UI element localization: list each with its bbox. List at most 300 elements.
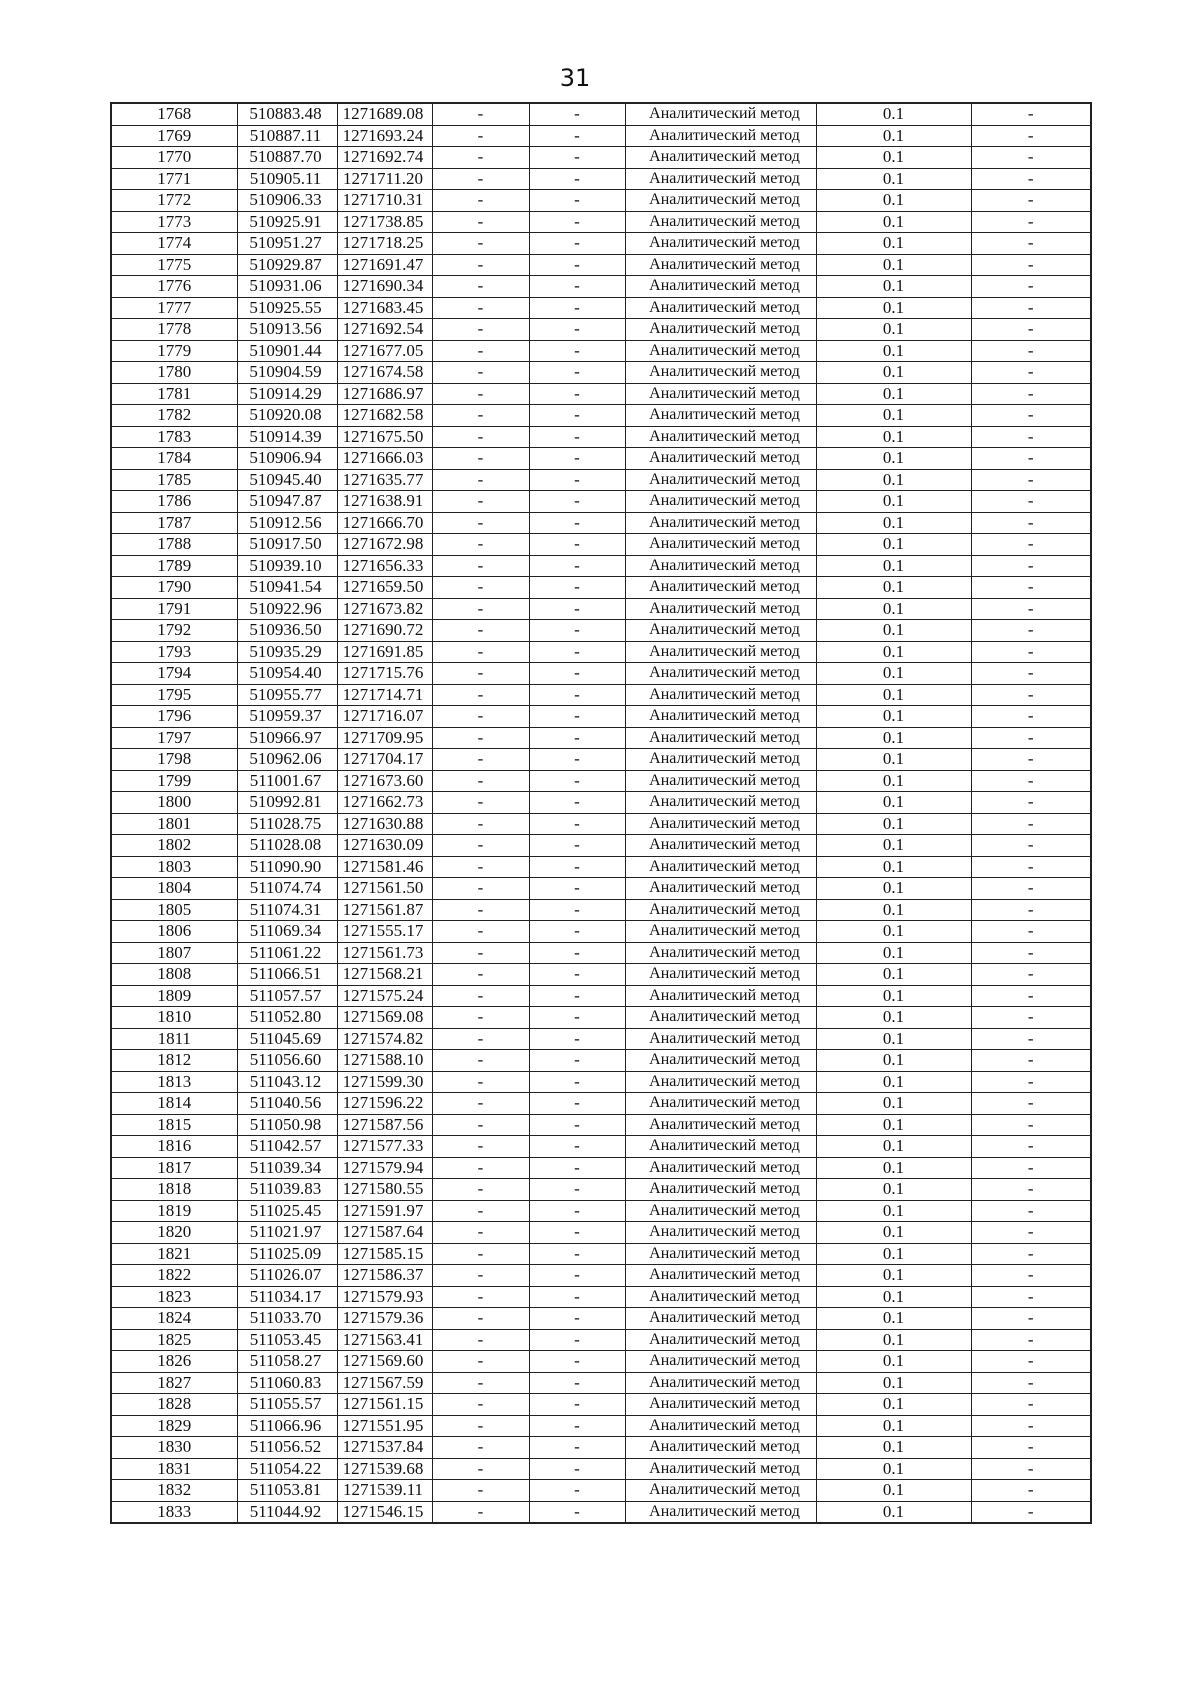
dash-cell: -	[432, 1308, 529, 1330]
y-coordinate-cell: 1271587.56	[337, 1114, 432, 1136]
dash-cell: -	[432, 1050, 529, 1072]
dash-cell: -	[529, 168, 625, 190]
accuracy-cell: 0.1	[816, 125, 971, 147]
accuracy-cell: 0.1	[816, 254, 971, 276]
point-number-cell: 1798	[111, 749, 237, 771]
dash-cell: -	[971, 426, 1091, 448]
y-coordinate-cell: 1271569.08	[337, 1007, 432, 1029]
table-row	[111, 1351, 1091, 1373]
dash-cell: -	[432, 1179, 529, 1201]
accuracy-cell: 0.1	[816, 211, 971, 233]
table-row	[111, 190, 1091, 212]
method-cell: Аналитический метод	[625, 835, 816, 857]
accuracy-cell: 0.1	[816, 1222, 971, 1244]
y-coordinate-cell: 1271561.50	[337, 878, 432, 900]
x-coordinate-cell: 510912.56	[237, 512, 337, 534]
x-coordinate-cell: 511056.52	[237, 1437, 337, 1459]
accuracy-cell: 0.1	[816, 792, 971, 814]
dash-cell: -	[971, 254, 1091, 276]
y-coordinate-cell: 1271710.31	[337, 190, 432, 212]
dash-cell: -	[529, 340, 625, 362]
table-row	[111, 383, 1091, 405]
method-cell: Аналитический метод	[625, 1308, 816, 1330]
point-number-cell: 1781	[111, 383, 237, 405]
y-coordinate-cell: 1271689.08	[337, 103, 432, 125]
dash-cell: -	[432, 211, 529, 233]
point-number-cell: 1792	[111, 620, 237, 642]
point-number-cell: 1828	[111, 1394, 237, 1416]
point-number-cell: 1814	[111, 1093, 237, 1115]
x-coordinate-cell: 511061.22	[237, 942, 337, 964]
dash-cell: -	[432, 1136, 529, 1158]
accuracy-cell: 0.1	[816, 1351, 971, 1373]
dash-cell: -	[971, 1093, 1091, 1115]
x-coordinate-cell: 510887.70	[237, 147, 337, 169]
table-row	[111, 942, 1091, 964]
y-coordinate-cell: 1271635.77	[337, 469, 432, 491]
point-number-cell: 1777	[111, 297, 237, 319]
table-row	[111, 620, 1091, 642]
dash-cell: -	[971, 362, 1091, 384]
dash-cell: -	[971, 405, 1091, 427]
dash-cell: -	[529, 1114, 625, 1136]
point-number-cell: 1821	[111, 1243, 237, 1265]
dash-cell: -	[971, 211, 1091, 233]
y-coordinate-cell: 1271638.91	[337, 491, 432, 513]
dash-cell: -	[529, 383, 625, 405]
table-row	[111, 103, 1091, 125]
dash-cell: -	[529, 985, 625, 1007]
accuracy-cell: 0.1	[816, 276, 971, 298]
point-number-cell: 1770	[111, 147, 237, 169]
dash-cell: -	[971, 1458, 1091, 1480]
x-coordinate-cell: 510955.77	[237, 684, 337, 706]
accuracy-cell: 0.1	[816, 168, 971, 190]
dash-cell: -	[971, 598, 1091, 620]
method-cell: Аналитический метод	[625, 921, 816, 943]
y-coordinate-cell: 1271574.82	[337, 1028, 432, 1050]
method-cell: Аналитический метод	[625, 813, 816, 835]
dash-cell: -	[432, 491, 529, 513]
accuracy-cell: 0.1	[816, 383, 971, 405]
method-cell: Аналитический метод	[625, 555, 816, 577]
x-coordinate-cell: 511025.09	[237, 1243, 337, 1265]
y-coordinate-cell: 1271691.85	[337, 641, 432, 663]
x-coordinate-cell: 511066.96	[237, 1415, 337, 1437]
y-coordinate-cell: 1271568.21	[337, 964, 432, 986]
dash-cell: -	[529, 856, 625, 878]
method-cell: Аналитический метод	[625, 276, 816, 298]
point-number-cell: 1783	[111, 426, 237, 448]
dash-cell: -	[971, 1114, 1091, 1136]
table-row	[111, 1136, 1091, 1158]
accuracy-cell: 0.1	[816, 297, 971, 319]
dash-cell: -	[529, 598, 625, 620]
table-row	[111, 835, 1091, 857]
dash-cell: -	[971, 964, 1091, 986]
point-number-cell: 1823	[111, 1286, 237, 1308]
x-coordinate-cell: 510922.96	[237, 598, 337, 620]
accuracy-cell: 0.1	[816, 233, 971, 255]
y-coordinate-cell: 1271692.74	[337, 147, 432, 169]
accuracy-cell: 0.1	[816, 770, 971, 792]
dash-cell: -	[529, 792, 625, 814]
table-row	[111, 1222, 1091, 1244]
accuracy-cell: 0.1	[816, 1050, 971, 1072]
y-coordinate-cell: 1271714.71	[337, 684, 432, 706]
dash-cell: -	[971, 555, 1091, 577]
point-number-cell: 1803	[111, 856, 237, 878]
method-cell: Аналитический метод	[625, 469, 816, 491]
method-cell: Аналитический метод	[625, 1028, 816, 1050]
x-coordinate-cell: 510931.06	[237, 276, 337, 298]
x-coordinate-cell: 511043.12	[237, 1071, 337, 1093]
dash-cell: -	[529, 706, 625, 728]
method-cell: Аналитический метод	[625, 448, 816, 470]
dash-cell: -	[529, 469, 625, 491]
method-cell: Аналитический метод	[625, 362, 816, 384]
dash-cell: -	[432, 770, 529, 792]
x-coordinate-cell: 511028.08	[237, 835, 337, 857]
y-coordinate-cell: 1271577.33	[337, 1136, 432, 1158]
page-number: 31	[559, 64, 591, 92]
dash-cell: -	[529, 1028, 625, 1050]
dash-cell: -	[432, 362, 529, 384]
x-coordinate-cell: 510906.94	[237, 448, 337, 470]
point-number-cell: 1790	[111, 577, 237, 599]
table-row	[111, 211, 1091, 233]
table-row	[111, 1394, 1091, 1416]
accuracy-cell: 0.1	[816, 1437, 971, 1459]
point-number-cell: 1830	[111, 1437, 237, 1459]
point-number-cell: 1805	[111, 899, 237, 921]
x-coordinate-cell: 511057.57	[237, 985, 337, 1007]
table-row	[111, 254, 1091, 276]
dash-cell: -	[529, 297, 625, 319]
dash-cell: -	[529, 835, 625, 857]
x-coordinate-cell: 511052.80	[237, 1007, 337, 1029]
dash-cell: -	[971, 512, 1091, 534]
dash-cell: -	[529, 620, 625, 642]
accuracy-cell: 0.1	[816, 1329, 971, 1351]
x-coordinate-cell: 511058.27	[237, 1351, 337, 1373]
method-cell: Аналитический метод	[625, 1480, 816, 1502]
table-row	[111, 426, 1091, 448]
dash-cell: -	[432, 813, 529, 835]
dash-cell: -	[529, 921, 625, 943]
x-coordinate-cell: 510913.56	[237, 319, 337, 341]
table-row	[111, 878, 1091, 900]
accuracy-cell: 0.1	[816, 103, 971, 125]
y-coordinate-cell: 1271672.98	[337, 534, 432, 556]
method-cell: Аналитический метод	[625, 770, 816, 792]
dash-cell: -	[971, 899, 1091, 921]
method-cell: Аналитический метод	[625, 1114, 816, 1136]
method-cell: Аналитический метод	[625, 899, 816, 921]
y-coordinate-cell: 1271690.34	[337, 276, 432, 298]
dash-cell: -	[432, 1222, 529, 1244]
dash-cell: -	[529, 103, 625, 125]
x-coordinate-cell: 511069.34	[237, 921, 337, 943]
point-number-cell: 1811	[111, 1028, 237, 1050]
accuracy-cell: 0.1	[816, 856, 971, 878]
method-cell: Аналитический метод	[625, 964, 816, 986]
dash-cell: -	[529, 534, 625, 556]
accuracy-cell: 0.1	[816, 598, 971, 620]
point-number-cell: 1774	[111, 233, 237, 255]
method-cell: Аналитический метод	[625, 985, 816, 1007]
dash-cell: -	[529, 362, 625, 384]
method-cell: Аналитический метод	[625, 1458, 816, 1480]
y-coordinate-cell: 1271711.20	[337, 168, 432, 190]
y-coordinate-cell: 1271666.70	[337, 512, 432, 534]
y-coordinate-cell: 1271567.59	[337, 1372, 432, 1394]
y-coordinate-cell: 1271674.58	[337, 362, 432, 384]
accuracy-cell: 0.1	[816, 319, 971, 341]
dash-cell: -	[432, 555, 529, 577]
method-cell: Аналитический метод	[625, 383, 816, 405]
dash-cell: -	[432, 168, 529, 190]
point-number-cell: 1820	[111, 1222, 237, 1244]
y-coordinate-cell: 1271563.41	[337, 1329, 432, 1351]
y-coordinate-cell: 1271561.87	[337, 899, 432, 921]
accuracy-cell: 0.1	[816, 534, 971, 556]
dash-cell: -	[432, 706, 529, 728]
dash-cell: -	[529, 727, 625, 749]
dash-cell: -	[971, 663, 1091, 685]
dash-cell: -	[529, 1136, 625, 1158]
dash-cell: -	[432, 641, 529, 663]
accuracy-cell: 0.1	[816, 684, 971, 706]
table-row	[111, 1243, 1091, 1265]
method-cell: Аналитический метод	[625, 168, 816, 190]
dash-cell: -	[529, 663, 625, 685]
accuracy-cell: 0.1	[816, 1200, 971, 1222]
accuracy-cell: 0.1	[816, 469, 971, 491]
table-row	[111, 125, 1091, 147]
y-coordinate-cell: 1271551.95	[337, 1415, 432, 1437]
accuracy-cell: 0.1	[816, 405, 971, 427]
dash-cell: -	[432, 749, 529, 771]
dash-cell: -	[432, 340, 529, 362]
table-row	[111, 1157, 1091, 1179]
point-number-cell: 1787	[111, 512, 237, 534]
y-coordinate-cell: 1271673.82	[337, 598, 432, 620]
x-coordinate-cell: 510920.08	[237, 405, 337, 427]
method-cell: Аналитический метод	[625, 684, 816, 706]
dash-cell: -	[971, 469, 1091, 491]
table-row	[111, 555, 1091, 577]
dash-cell: -	[432, 534, 529, 556]
dash-cell: -	[529, 1372, 625, 1394]
accuracy-cell: 0.1	[816, 1136, 971, 1158]
dash-cell: -	[529, 147, 625, 169]
x-coordinate-cell: 511054.22	[237, 1458, 337, 1480]
accuracy-cell: 0.1	[816, 620, 971, 642]
dash-cell: -	[432, 319, 529, 341]
method-cell: Аналитический метод	[625, 534, 816, 556]
y-coordinate-cell: 1271704.17	[337, 749, 432, 771]
point-number-cell: 1800	[111, 792, 237, 814]
method-cell: Аналитический метод	[625, 727, 816, 749]
accuracy-cell: 0.1	[816, 1179, 971, 1201]
table-row	[111, 641, 1091, 663]
dash-cell: -	[432, 383, 529, 405]
method-cell: Аналитический метод	[625, 620, 816, 642]
accuracy-cell: 0.1	[816, 835, 971, 857]
dash-cell: -	[971, 985, 1091, 1007]
dash-cell: -	[529, 555, 625, 577]
dash-cell: -	[971, 1437, 1091, 1459]
point-number-cell: 1788	[111, 534, 237, 556]
x-coordinate-cell: 510887.11	[237, 125, 337, 147]
y-coordinate-cell: 1271666.03	[337, 448, 432, 470]
x-coordinate-cell: 510945.40	[237, 469, 337, 491]
dash-cell: -	[529, 964, 625, 986]
method-cell: Аналитический метод	[625, 1200, 816, 1222]
method-cell: Аналитический метод	[625, 1437, 816, 1459]
dash-cell: -	[971, 297, 1091, 319]
x-coordinate-cell: 511045.69	[237, 1028, 337, 1050]
dash-cell: -	[971, 835, 1091, 857]
dash-cell: -	[971, 1286, 1091, 1308]
accuracy-cell: 0.1	[816, 1028, 971, 1050]
dash-cell: -	[432, 1480, 529, 1502]
accuracy-cell: 0.1	[816, 964, 971, 986]
dash-cell: -	[971, 921, 1091, 943]
method-cell: Аналитический метод	[625, 103, 816, 125]
dash-cell: -	[432, 276, 529, 298]
dash-cell: -	[432, 577, 529, 599]
dash-cell: -	[971, 942, 1091, 964]
dash-cell: -	[971, 1136, 1091, 1158]
table-body	[111, 103, 1091, 1523]
dash-cell: -	[529, 1071, 625, 1093]
y-coordinate-cell: 1271539.11	[337, 1480, 432, 1502]
x-coordinate-cell: 511001.67	[237, 770, 337, 792]
method-cell: Аналитический метод	[625, 405, 816, 427]
method-cell: Аналитический метод	[625, 319, 816, 341]
dash-cell: -	[432, 469, 529, 491]
dash-cell: -	[529, 405, 625, 427]
y-coordinate-cell: 1271738.85	[337, 211, 432, 233]
dash-cell: -	[529, 1007, 625, 1029]
x-coordinate-cell: 511039.83	[237, 1179, 337, 1201]
y-coordinate-cell: 1271537.84	[337, 1437, 432, 1459]
point-number-cell: 1826	[111, 1351, 237, 1373]
accuracy-cell: 0.1	[816, 1394, 971, 1416]
y-coordinate-cell: 1271561.15	[337, 1394, 432, 1416]
dash-cell: -	[432, 1007, 529, 1029]
dash-cell: -	[971, 706, 1091, 728]
x-coordinate-cell: 510954.40	[237, 663, 337, 685]
table-row	[111, 985, 1091, 1007]
x-coordinate-cell: 510959.37	[237, 706, 337, 728]
dash-cell: -	[432, 1437, 529, 1459]
x-coordinate-cell: 511042.57	[237, 1136, 337, 1158]
y-coordinate-cell: 1271586.37	[337, 1265, 432, 1287]
method-cell: Аналитический метод	[625, 749, 816, 771]
dash-cell: -	[971, 1394, 1091, 1416]
dash-cell: -	[529, 1157, 625, 1179]
dash-cell: -	[971, 147, 1091, 169]
x-coordinate-cell: 510905.11	[237, 168, 337, 190]
accuracy-cell: 0.1	[816, 577, 971, 599]
dash-cell: -	[971, 749, 1091, 771]
dash-cell: -	[529, 276, 625, 298]
dash-cell: -	[529, 211, 625, 233]
point-number-cell: 1801	[111, 813, 237, 835]
table-row	[111, 319, 1091, 341]
method-cell: Аналитический метод	[625, 1286, 816, 1308]
accuracy-cell: 0.1	[816, 448, 971, 470]
table-row	[111, 340, 1091, 362]
dash-cell: -	[971, 1007, 1091, 1029]
y-coordinate-cell: 1271596.22	[337, 1093, 432, 1115]
x-coordinate-cell: 511040.56	[237, 1093, 337, 1115]
dash-cell: -	[971, 1351, 1091, 1373]
accuracy-cell: 0.1	[816, 1093, 971, 1115]
table-row	[111, 512, 1091, 534]
dash-cell: -	[432, 663, 529, 685]
method-cell: Аналитический метод	[625, 598, 816, 620]
table-row	[111, 1308, 1091, 1330]
table-row	[111, 663, 1091, 685]
point-number-cell: 1779	[111, 340, 237, 362]
point-number-cell: 1793	[111, 641, 237, 663]
y-coordinate-cell: 1271659.50	[337, 577, 432, 599]
point-number-cell: 1768	[111, 103, 237, 125]
dash-cell: -	[529, 233, 625, 255]
accuracy-cell: 0.1	[816, 512, 971, 534]
dash-cell: -	[971, 383, 1091, 405]
x-coordinate-cell: 511028.75	[237, 813, 337, 835]
dash-cell: -	[971, 1329, 1091, 1351]
table-row	[111, 362, 1091, 384]
dash-cell: -	[971, 491, 1091, 513]
dash-cell: -	[971, 1157, 1091, 1179]
x-coordinate-cell: 511074.31	[237, 899, 337, 921]
method-cell: Аналитический метод	[625, 1243, 816, 1265]
dash-cell: -	[529, 512, 625, 534]
point-number-cell: 1789	[111, 555, 237, 577]
y-coordinate-cell: 1271682.58	[337, 405, 432, 427]
dash-cell: -	[971, 878, 1091, 900]
point-number-cell: 1784	[111, 448, 237, 470]
x-coordinate-cell: 510951.27	[237, 233, 337, 255]
y-coordinate-cell: 1271587.64	[337, 1222, 432, 1244]
point-number-cell: 1797	[111, 727, 237, 749]
point-number-cell: 1807	[111, 942, 237, 964]
dash-cell: -	[432, 1329, 529, 1351]
y-coordinate-cell: 1271588.10	[337, 1050, 432, 1072]
point-number-cell: 1804	[111, 878, 237, 900]
accuracy-cell: 0.1	[816, 1265, 971, 1287]
y-coordinate-cell: 1271579.36	[337, 1308, 432, 1330]
accuracy-cell: 0.1	[816, 1007, 971, 1029]
dash-cell: -	[432, 405, 529, 427]
accuracy-cell: 0.1	[816, 1480, 971, 1502]
point-number-cell: 1829	[111, 1415, 237, 1437]
point-number-cell: 1791	[111, 598, 237, 620]
dash-cell: -	[529, 641, 625, 663]
accuracy-cell: 0.1	[816, 426, 971, 448]
accuracy-cell: 0.1	[816, 1372, 971, 1394]
accuracy-cell: 0.1	[816, 1157, 971, 1179]
x-coordinate-cell: 511055.57	[237, 1394, 337, 1416]
table-row	[111, 1265, 1091, 1287]
table-row	[111, 1071, 1091, 1093]
